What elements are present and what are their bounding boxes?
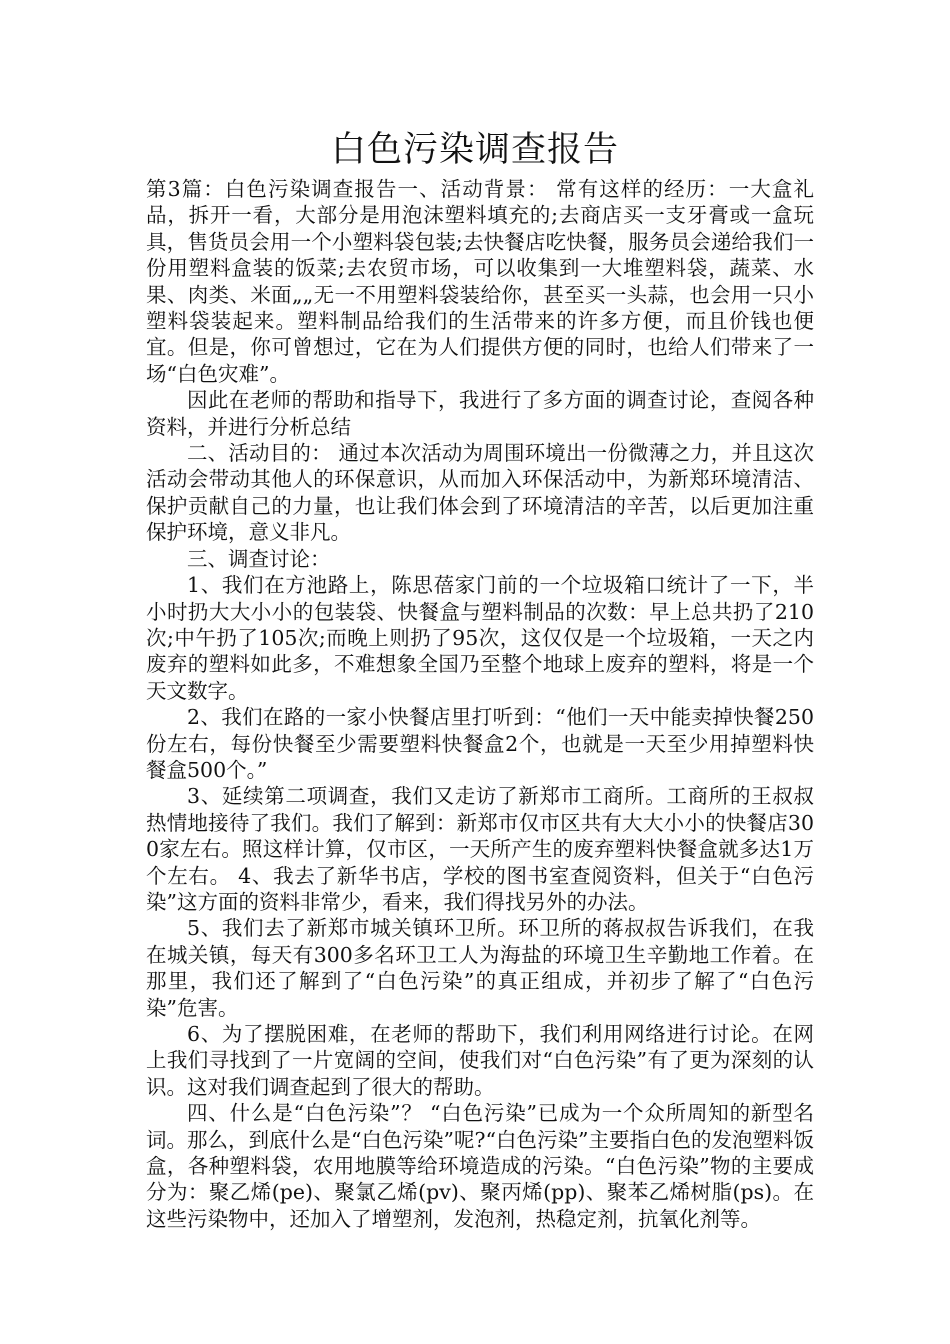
paragraph-finding-3-4: 3、延续第二项调查，我们又走访了新郑市工商所。工商所的王叔叔热情地接待了我们。我们了解到：新郑市仅市区共有大大小小的快餐店300家左右。照这样计算，仅市区，一天所产生的废弃塑料快餐盒就多达1万个左右。 4、我去了新华书店，学校的图书室查阅资料，但关于“白色污染”这方面的资料非常少，看来，我们得找另外的办法。 — [146, 784, 814, 914]
paragraph-method: 因此在老师的帮助和指导下，我进行了多方面的调查讨论，查阅各种资料，并进行分析总结 — [146, 388, 814, 439]
paragraph-purpose: 二、活动目的： 通过本次活动为周围环境出一份微薄之力，并且这次活动会带动其他人的环保意识，从而加入环保活动中，为新郑环境清洁、保护贡献自己的力量，也让我们体会到了环境清洁的辛苦，以后更加注重保护环境，意义非凡。 — [146, 441, 814, 545]
paragraph-finding-1: 1、我们在方池路上，陈思蓓家门前的一个垃圾箱口统计了一下，半小时扔大大小小的包装袋、快餐盒与塑料制品的次数：早上总共扔了210次;中午扔了105次;而晚上则扔了95次，这仅仅是一个垃圾箱，一天之内废弃的塑料如此多，不难想象全国乃至整个地球上废弃的塑料，将是一个天文数字。 — [146, 573, 814, 703]
document-title: 白色污染调查报告 — [330, 130, 619, 170]
paragraph-finding-5: 5、我们去了新郑市城关镇环卫所。环卫所的蒋叔叔告诉我们，在我在城关镇，每天有300多名环卫工人为海盐的环境卫生辛勤地工作着。在那里，我们还了解到了“白色污染”的真正组成，并初步了解了“白色污染”危害。 — [146, 916, 814, 1020]
paragraph-finding-6: 6、为了摆脱困难，在老师的帮助下，我们利用网络进行讨论。在网上我们寻找到了一片宽阔的空间，使我们对“白色污染”有了更为深刻的认识。这对我们调查起到了很大的帮助。 — [146, 1022, 814, 1099]
document-body — [146, 176, 814, 1232]
paragraph-definition: 四、什么是“白色污染”？ “白色污染”已成为一个众所周知的新型名词。那么，到底什么是“白色污染”呢?“白色污染”主要指白色的发泡塑料饭盒，各种塑料袋，农用地膜等给环境造成的污染。“白色污染”物的主要成分为：聚乙烯(pe)、聚氯乙烯(pv)、聚丙烯(pp)、聚苯乙烯树脂(ps)。在这些污染物中，还加入了增塑剂，发泡剂，热稳定剂，抗氧化剂等。 — [146, 1101, 814, 1231]
paragraph-finding-2: 2、我们在路的一家小快餐店里打听到：“他们一天中能卖掉快餐250份左右，每份快餐至少需要塑料快餐盒2个，也就是一天至少用掉塑料快餐盒500个。” — [146, 705, 814, 782]
paragraph-background: 第3篇：白色污染调查报告一、活动背景： 常有这样的经历：一大盒礼品，拆开一看，大部分是用泡沫塑料填充的;去商店买一支牙膏或一盒玩具，售货员会用一个小塑料袋包装;去快餐店吃快餐，服务员会递给我们一份用塑料盒装的饭菜;去农贸市场，可以收集到一大堆塑料袋，蔬菜、水果、肉类、米面„„无一不用塑料袋装给你，甚至买一头蒜，也会用一只小塑料袋装起来。塑料制品给我们的生活带来的许多方便，而且价钱也便宜。但是，你可曾想过，它在为人们提供方便的同时，也给人们带来了一场“白色灾难”。 — [146, 177, 814, 386]
section-heading-investigation: 三、调查讨论： — [187, 546, 331, 571]
